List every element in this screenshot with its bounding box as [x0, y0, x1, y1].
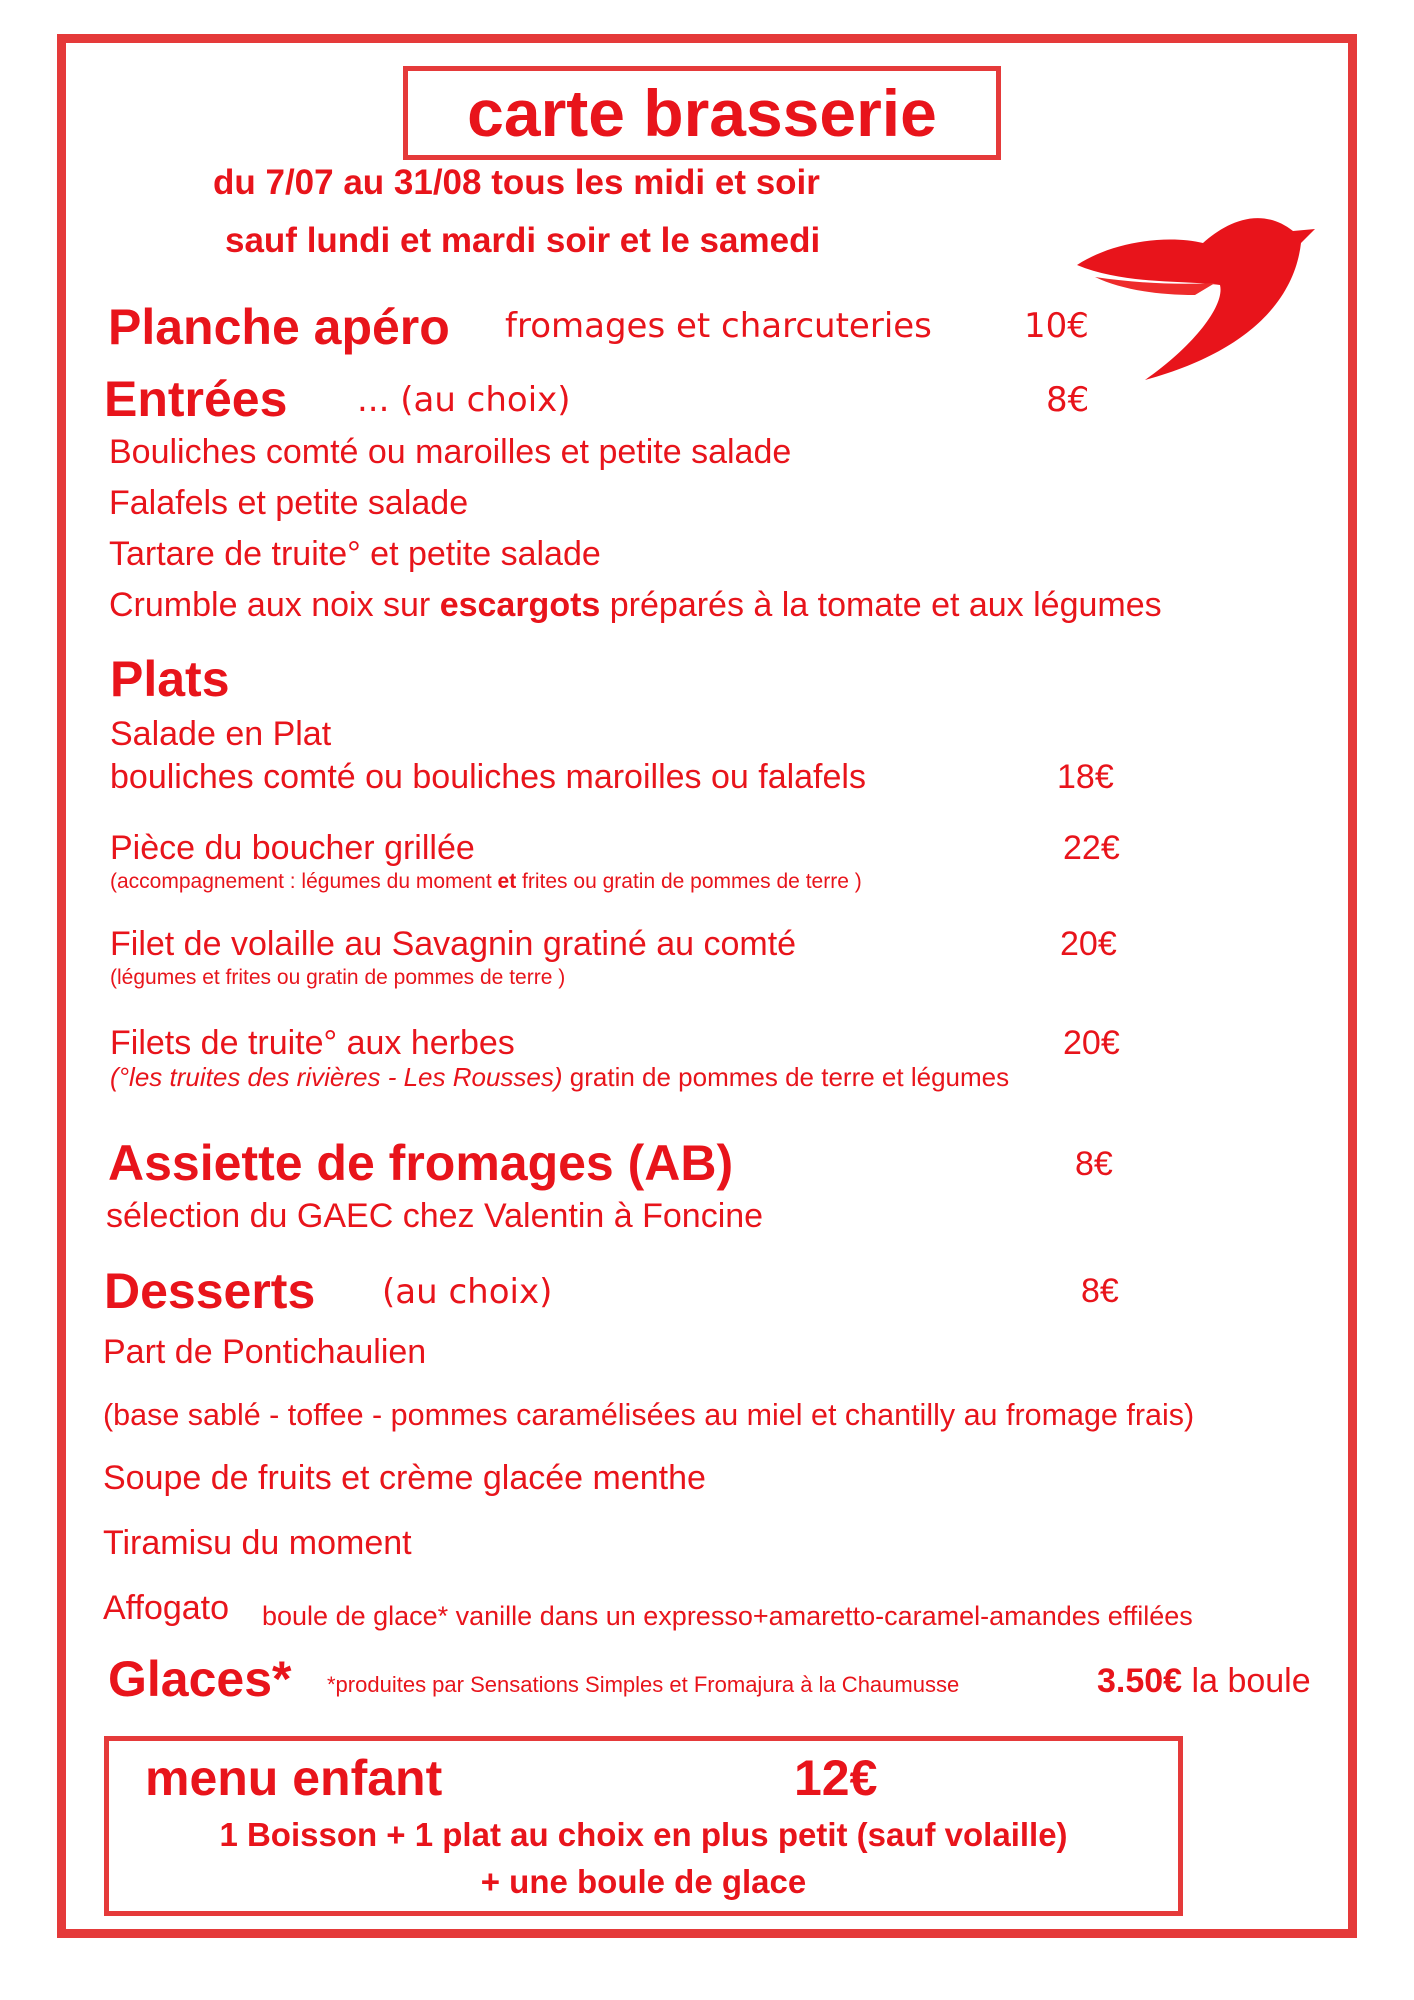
fromages-title: Assiette de fromages (AB): [108, 1135, 734, 1191]
entree-item-1: Bouliches comté ou maroilles et petite salade: [109, 433, 792, 471]
dessert-item-3: Tiramisu du moment: [103, 1524, 412, 1562]
dessert-item-2: Soupe de fruits et crème glacée menthe: [103, 1459, 706, 1497]
glaces-unit: la boule: [1182, 1662, 1311, 1700]
plat-piece-price: 22€: [1063, 829, 1120, 867]
entrees-price: 8€: [1046, 380, 1090, 420]
menu-enfant-title: menu enfant: [145, 1750, 443, 1806]
dessert-item-1: Part de Pontichaulien: [103, 1333, 427, 1371]
desserts-title: Desserts: [104, 1263, 316, 1319]
entree-item-3: Tartare de truite° et petite salade: [109, 535, 601, 573]
entrees-note: ... (au choix): [357, 380, 571, 420]
dessert-item-1-desc: (base sablé - toffee - pommes caramélisées au miel et chantilly au fromage frais): [103, 1398, 1195, 1432]
fromages-price: 8€: [1075, 1145, 1113, 1183]
plat-truite-note: (°les truites des rivières - Les Rousses) gratin de pommes de terre et légumes: [110, 1062, 1010, 1092]
glaces-note: *produites par Sensations Simples et Fromajura à la Chaumusse: [327, 1672, 960, 1697]
plat-volaille-price: 20€: [1060, 925, 1117, 963]
plat-salade-title: Salade en Plat: [110, 715, 332, 753]
menu-enfant-line-2: + une boule de glace: [480, 1863, 807, 1900]
glaces-price-line: [1097, 1662, 1311, 1701]
plat-truite-price: 20€: [1063, 1024, 1120, 1062]
subtitle-line-1: du 7/07 au 31/08 tous les midi et soir: [213, 163, 820, 202]
menu-enfant-line-1: 1 Boisson + 1 plat au choix en plus petit (sauf volaille): [219, 1816, 1068, 1853]
planche-price: 10€: [1024, 306, 1089, 346]
plat-piece-title: Pièce du boucher grillée: [110, 829, 475, 867]
entree-item-2: Falafels et petite salade: [109, 484, 469, 522]
desserts-note: (au choix): [382, 1272, 553, 1312]
planche-desc: fromages et charcuteries: [505, 306, 932, 346]
plats-title: Plats: [110, 651, 230, 707]
escargots-highlight: escargots: [439, 586, 601, 624]
glaces-price: 3.50€: [1097, 1662, 1183, 1700]
entree-item-4: Crumble aux noix sur escargots préparés à la tomate et aux légumes: [109, 586, 1162, 624]
plat-piece-note: (accompagnement : légumes du moment et frites ou gratin de pommes de terre ): [110, 870, 862, 893]
desserts-price: 8€: [1081, 1272, 1119, 1310]
plat-salade-price: 18€: [1057, 758, 1114, 796]
plat-salade-desc: bouliches comté ou bouliches maroilles ou falafels: [110, 758, 866, 796]
glaces-title: Glaces*: [108, 1651, 292, 1707]
dessert-item-4-desc: boule de glace* vanille dans un expresso+amaretto-caramel-amandes effilées: [262, 1601, 1193, 1631]
menu-enfant-price: 12€: [794, 1750, 878, 1806]
dessert-item-4: Affogato: [103, 1589, 230, 1627]
plat-volaille-title: Filet de volaille au Savagnin gratiné au comté: [110, 925, 797, 963]
subtitle-line-2: sauf lundi et mardi soir et le samedi: [225, 221, 821, 260]
plat-volaille-note: (légumes et frites ou gratin de pommes de terre ): [110, 966, 566, 989]
entrees-title: Entrées: [104, 371, 288, 427]
planche-title: Planche apéro: [108, 299, 450, 355]
fromages-desc: sélection du GAEC chez Valentin à Foncine: [106, 1197, 764, 1235]
plat-truite-title: Filets de truite° aux herbes: [110, 1024, 515, 1062]
page-title: carte brasserie: [403, 66, 1001, 160]
menu-enfant-box: [104, 1736, 1183, 1916]
swallow-logo-icon: [1075, 185, 1325, 385]
